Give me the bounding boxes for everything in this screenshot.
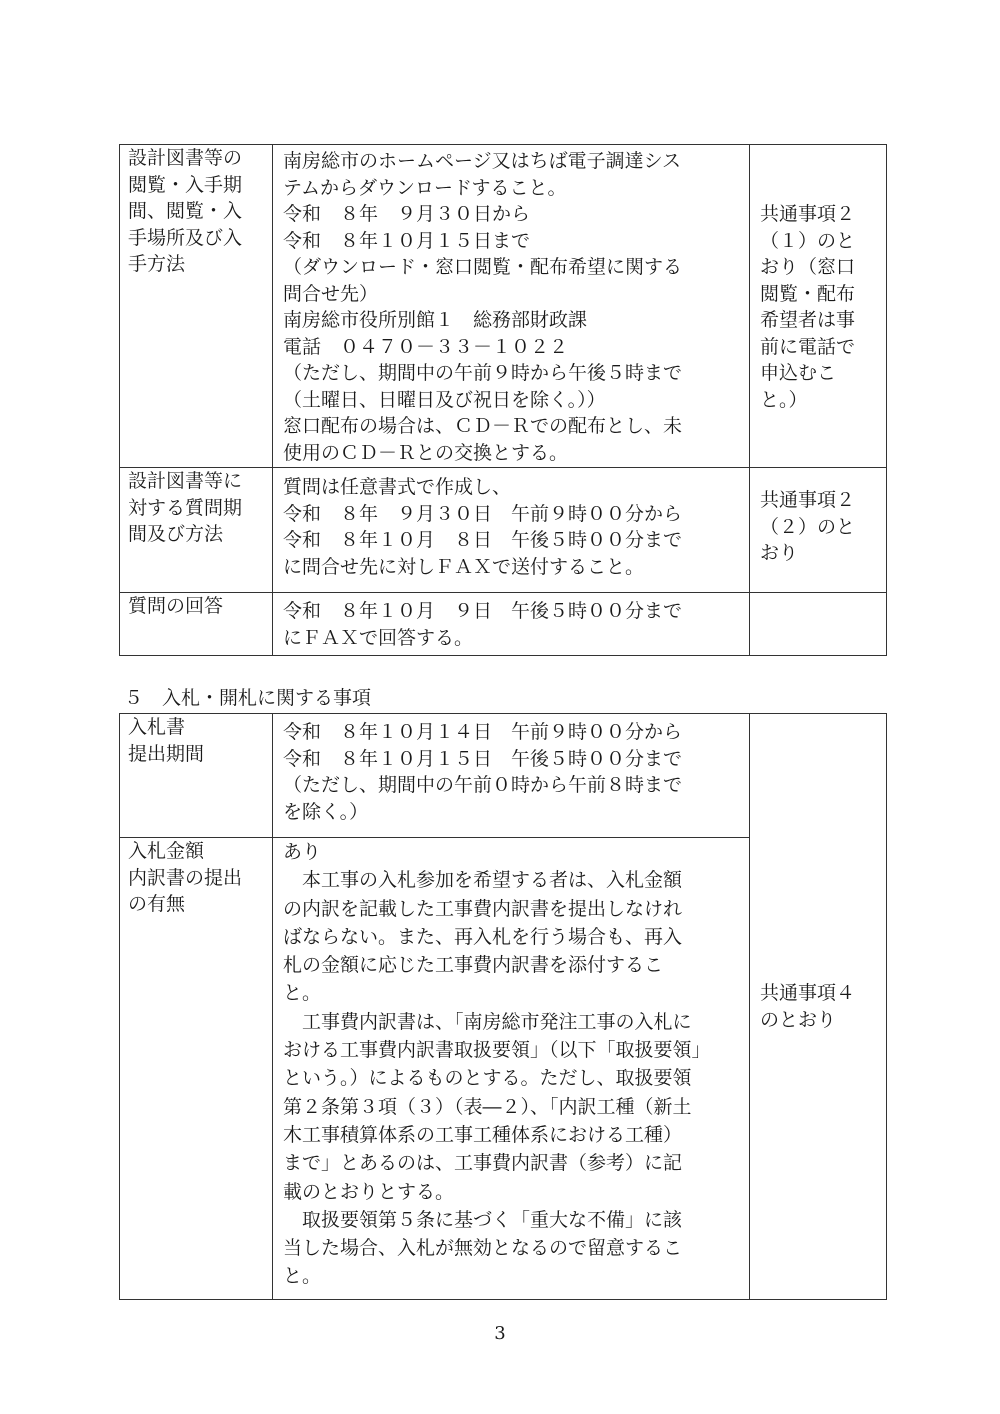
content-line: 令和 ８年１０月 ９日 午後５時００分まで [283,600,683,622]
row-note-cell [750,468,887,593]
table-row [120,714,887,838]
content-line: 令和 ８年１０月１５日 午後５時００分まで [283,747,683,770]
content-line: と。 [283,982,322,1005]
content-line: 質問は任意書式で作成し、 [283,476,512,498]
label-line: 間及び方法 [128,523,224,545]
row-content [273,593,749,651]
phone-line: 電話 ０４７０－３３－１０２２ [283,335,569,358]
note-line: 申込むこ [760,362,837,384]
section-heading: ５ 入札・開札に関する事項 [124,687,372,709]
content-line: 載のとおりとする。 [283,1180,455,1203]
note-line: （２）のと [760,515,856,538]
label-line: 対する質問期 [128,496,243,519]
content-line: にＦＡＸで回答する。 [283,626,474,649]
content-line: （土曜日、日曜日及び祝日を除く。）） [283,388,606,411]
label-line: 提出期間 [128,742,205,765]
row-content [273,468,749,580]
row-content-cell [273,714,750,838]
label-line: 質問の回答 [128,595,224,617]
content-line: テムからダウンロードすること。 [283,176,567,199]
row-content [273,145,749,466]
row-label [120,838,272,918]
label-line: 設計図書等の [128,147,243,169]
note-line: 前に電話で [760,335,856,358]
label-line: 手場所及び入 [128,226,243,249]
bidding-table [119,713,887,1300]
row-content-cell [273,145,750,468]
content-line: という。）によるものとする。ただし、取扱要領 [283,1067,692,1090]
content-line: 南房総市のホームページ又はちば電子調達シス [283,150,682,172]
content-line: おける工事費内訳書取扱要領」（以下「取扱要領」 [283,1039,711,1062]
label-line: 閲覧・入手期 [128,173,243,196]
note-line: 共通事項２ [760,489,856,511]
content-line: 使用のＣＤ－Ｒとの交換とする。 [283,441,569,464]
row-label [120,593,272,620]
content-line: 窓口配布の場合は、ＣＤ－Ｒでの配布とし、未 [283,415,683,437]
content-line: （ただし、期間中の午前９時から午後５時まで [283,362,683,384]
row-note-cell [750,145,887,468]
content-line: 令和 ８年１０月１５日まで [283,229,531,252]
content-line: 札の金額に応じた工事費内訳書を添付するこ [283,954,664,977]
requirements-table [119,144,887,656]
row-label-cell [120,145,273,468]
content-line: 取扱要領第５条に基づく「重大な不備」に該 [283,1208,683,1231]
row-content-cell [273,838,750,1300]
row-note [750,145,886,413]
label-line: 入札金額 [128,840,205,862]
row-content [273,714,749,825]
note-line: 希望者は事 [760,309,856,331]
label-line: 内訳書の提出 [128,866,243,889]
content-line: の内訳を記載した工事費内訳書を提出しなけれ [283,897,683,920]
content-line: 問合せ先） [283,282,379,305]
table-row [120,145,887,468]
content-line: （ダウンロード・窓口閲覧・配布希望に関する [283,256,683,278]
note-line: 閲覧・配布 [760,282,856,305]
note-line: （１）のと [760,229,856,252]
row-label [120,714,272,767]
content-line: と。 [283,1265,322,1288]
note-line: のとおり [760,1008,837,1031]
row-note-cell [750,593,887,656]
row-label [120,468,272,548]
content-line: を除く。） [283,800,369,823]
content-line: 第２条第３項（３）（表―２）、「内訳工種（新土 [283,1095,692,1118]
note-line: おり [760,542,799,564]
row-note [750,980,886,1033]
content-line: 本工事の入札参加を希望する者は、入札金額 [283,869,683,892]
content-line: 令和 ８年 ９月３０日 午前９時００分から [283,502,683,525]
row-note [750,468,886,567]
content-line: 令和 ８年 ９月３０日から [283,203,531,225]
row-label [120,145,272,278]
content-line: あり [283,841,322,863]
label-line: 入札書 [128,716,186,738]
page-number: 3 [494,1323,506,1344]
row-content-cell [273,593,750,656]
content-line: 令和 ８年１０月１４日 午前９時００分から [283,721,683,743]
row-note-cell [750,714,887,1300]
row-content [273,838,749,1291]
content-line: 工事費内訳書は、「南房総市発注工事の入札に [283,1010,692,1033]
row-label-cell [120,838,273,1300]
content-line: 当した場合、入札が無効となるので留意するこ [283,1237,683,1260]
content-line: ばならない。また、再入札を行う場合も、再入 [283,925,683,948]
content-line: に問合せ先に対しＦＡＸで送付すること。 [283,555,645,578]
row-content-cell [273,468,750,593]
label-line: の有無 [128,893,186,915]
row-label-cell [120,714,273,838]
content-line: （ただし、期間中の午前０時から午前８時まで [283,774,683,796]
label-line: 手方法 [128,253,186,275]
note-line: 共通事項４ [760,982,856,1004]
row-label-cell [120,468,273,593]
table-row [120,468,887,593]
table-row [120,593,887,656]
note-line: おり（窓口 [760,256,856,278]
note-line: と。） [760,388,808,411]
note-line: 共通事項２ [760,203,856,225]
row-label-cell [120,593,273,656]
content-line: 南房総市役所別館１ 総務部財政課 [283,309,588,331]
content-line: 木工事積算体系の工事工種体系における工種） [283,1123,683,1146]
content-line: 令和 ８年１０月 ８日 午後５時００分まで [283,529,683,551]
label-line: 間、閲覧・入 [128,200,243,222]
label-line: 設計図書等に [128,470,243,492]
content-line: まで」とあるのは、工事費内訳書（参考）に記 [283,1152,683,1175]
